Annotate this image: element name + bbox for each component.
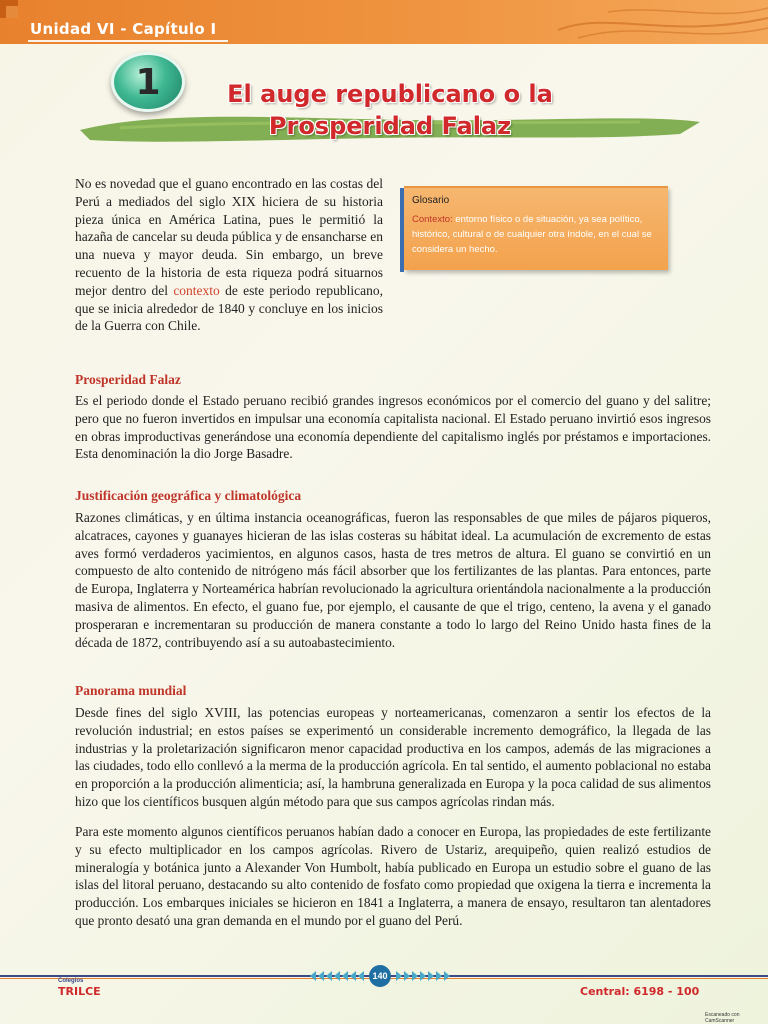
header-corner-square-inner <box>6 6 18 18</box>
section-paragraph: Para este momento algunos científicos peruanos habían dado a conocer en Europa, las propiedades de este fertilizante y su efecto multiplicador en los campos agrícolas. Rivero de Ustariz, arequipeño, quien realizó estudios de mineralogía y botánica junto a Alexander Von Humbolt, había publicado en Europa un estudio sobre el guano de las islas del litoral peruano, destacando su alto contenido de fosfato como propiedad que oxigena la tierra e incrementa la producción. Los embarques iniciales se hicieron en 1841 a Inglaterra, a manera de ensayo, resultaron tan alentadores que pronto desató una gran demanda en el mundo por el guano del Perú. <box>75 824 711 928</box>
glossary-definition-text: entorno físico o de situación, ya sea político, histórico, cultural o de cualquier otra índole, en el cual se considera un hecho. <box>412 214 652 255</box>
chapter-number-badge <box>111 52 185 112</box>
footer-brand-logo: TRILCE <box>58 985 101 998</box>
intro-paragraph <box>75 175 383 335</box>
footer-brand-small: Colegios <box>58 978 84 984</box>
left-arrow-icon <box>318 971 324 981</box>
right-arrow-icon <box>436 971 442 981</box>
section-heading-panorama: Panorama mundial <box>75 683 187 698</box>
left-arrow-icon <box>326 971 332 981</box>
section-paragraph: Razones climáticas, y en última instancia oceanográficas, fueron las responsables de que miles de pájaros piqueros, alcatraces, cayones y guanayes hicieran de las islas costeras su hábitat ideal. La acumulación de excremento de estas aves formó verdaderos yacimientos, en algunos casos, hasta de tres metros de altura. El guano se convirtió en un compuesto de alto contenido de nitrógeno más fácil absorber que los fertilizantes de las plantas. Para entonces, parte de Europa, Inglaterra y Norteamérica habrían revolucionado la agricultura orientándola nacionalmente a la producción masiva de alimentos. En efecto, el guano fue, por ejemplo, el causante de que el trigo, centeno, la avena y el ganado prosperaran e incrementaran su producción de manera constante a todo lo largo del Reino Unido hasta fines de la década de 1872, contribuyendo así a su autoabastecimiento. <box>75 510 711 650</box>
right-arrow-icon <box>428 971 434 981</box>
header-wave-decoration <box>548 0 768 44</box>
chapter-title-line1: El auge republicano o la <box>227 80 553 108</box>
right-arrow-icon <box>420 971 426 981</box>
left-arrow-icon <box>358 971 364 981</box>
chapter-title-line2: Prosperidad Falaz <box>268 112 512 140</box>
right-arrow-icon <box>412 971 418 981</box>
section-paragraph: Desde fines del siglo XVIII, las potencias europeas y norteamericanas, comenzaron a sentir los efectos de la revolución industrial; en estos países se experimentó un considerable incremento demográfico, la llegada de las industrias y la proletarización significaron menor capacidad productiva en los campos, además de las migraciones a las ciudades, todo ello conllevó a la merma de la producción agrícola. En tal sentido, el aumento poblacional no estaba en proporción a la producción alimenticia; así, la hambruna generalizada en Europa y la poca calidad de sus alimentos hizo que los científicos busquen algún método para que sus campos agrícolas rindan más. <box>75 705 711 809</box>
glossary-title: Glosario <box>412 195 450 206</box>
left-arrow-icon <box>350 971 356 981</box>
page-number-navigation <box>282 965 478 987</box>
left-arrow-icon <box>334 971 340 981</box>
page-number: 140 <box>369 965 391 987</box>
left-arrow-icon <box>342 971 348 981</box>
footer-central-phone: Central: 6198 - 100 <box>580 985 700 998</box>
chapter-title <box>200 78 580 142</box>
section-heading-justificacion: Justificación geográfica y climatológica <box>75 488 302 503</box>
intro-context-link[interactable]: contexto <box>173 282 220 298</box>
glossary-box <box>404 186 668 270</box>
scanner-watermark: Escaneado con CamScanner <box>705 1012 740 1024</box>
right-arrow-icon <box>444 971 450 981</box>
section-paragraph: Es el periodo donde el Estado peruano recibió grandes ingresos económicos por el comercio del guano y del salitre; pero que no fueron invertidos en impulsar una economía capitalista nacional. El Estado peruano invirtió esos ingresos en obras improductivas generándose una economía dependiente del capitalismo inglés por préstamos e importaciones. Esta denominación la dio Jorge Basadre. <box>75 393 711 462</box>
right-arrow-icon <box>396 971 402 981</box>
left-arrow-icon <box>310 971 316 981</box>
intro-text-after: de este periodo republicano, que se inicia alrededor de 1840 y concluye en los inicios de la Guerra con Chile. <box>75 282 383 334</box>
unit-chapter-label: Unidad VI - Capítulo I <box>30 20 217 38</box>
header-underline <box>28 40 228 42</box>
glossary-definition <box>412 212 662 257</box>
glossary-term: Contexto: <box>412 214 453 225</box>
right-arrow-icon <box>404 971 410 981</box>
chapter-number: 1 <box>135 61 161 103</box>
intro-text-before: No es novedad que el guano encontrado en las costas del Perú a mediados del siglo XIX hiciera de su historia pieza única en América Latina, pues le permitió la hazaña de cancelar su deuda pública y de ensancharse en una nueva y mayor deuda. Sin embargo, un breve recuento de la historia de esta riqueza podrá situarnos mejor dentro del <box>75 176 383 298</box>
section-heading-prosperidad: Prosperidad Falaz <box>75 372 181 387</box>
